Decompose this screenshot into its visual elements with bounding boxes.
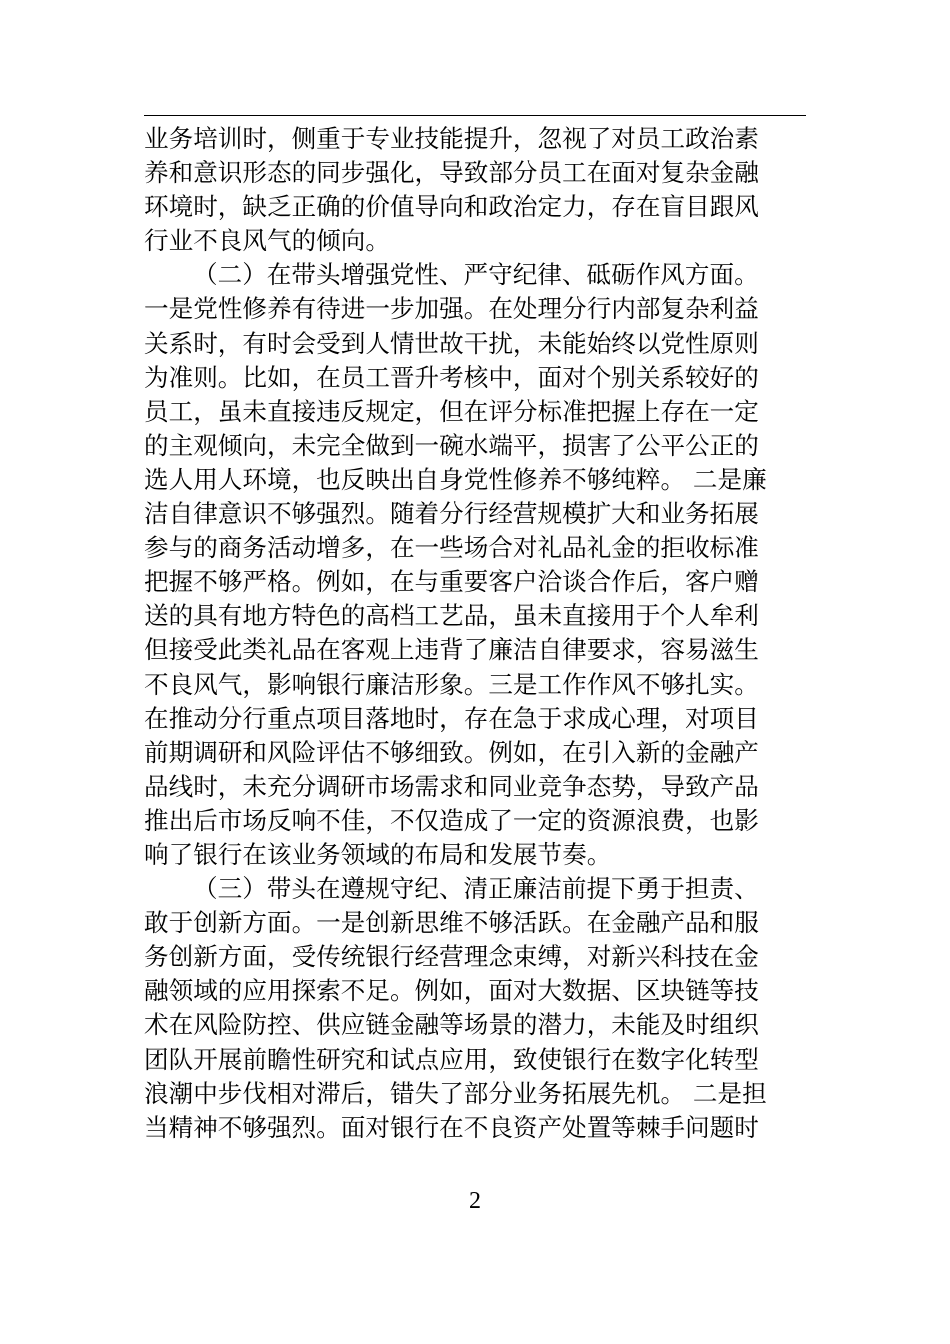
- page-number: 2: [469, 1188, 481, 1214]
- document-body: [144, 122, 812, 1145]
- body-text-line: 选人用人环境，也反映出自身党性修养不够纯粹。 二是廉: [144, 464, 767, 494]
- body-text-line: 养和意识形态的同步强化，导致部分员工在面对复杂金融: [144, 158, 759, 188]
- body-text-line: 环境时，缺乏正确的价值导向和政治定力，存在盲目跟风: [144, 192, 759, 222]
- body-text-line: 送的具有地方特色的高档工艺品，虽未直接用于个人牟利: [144, 601, 759, 631]
- body-text-line: 关系时，有时会受到人情世故干扰，未能始终以党性原则: [144, 328, 759, 358]
- body-text-line: 的主观倾向，未完全做到一碗水端平，损害了公平公正的: [144, 430, 759, 460]
- body-text-line: 前期调研和风险评估不够细致。例如，在引入新的金融产: [144, 737, 759, 767]
- body-text-line: 一是党性修养有待进一步加强。在处理分行内部复杂利益: [144, 294, 759, 324]
- body-text-line: 为准则。比如，在员工晋升考核中，面对个别关系较好的: [144, 362, 759, 392]
- body-text-line: 但接受此类礼品在客观上违背了廉洁自律要求，容易滋生: [144, 635, 759, 665]
- body-text-line: 敢于创新方面。一是创新思维不够活跃。在金融产品和服: [144, 908, 759, 938]
- body-text-line: 行业不良风气的倾向。: [144, 226, 390, 256]
- body-text-line: 在推动分行重点项目落地时，存在急于求成心理，对项目: [144, 703, 759, 733]
- header-rule: [144, 115, 806, 116]
- section-heading-line: （二）在带头增强党性、严守纪律、砥砺作风方面。: [193, 260, 759, 290]
- section-heading-line: （三）带头在遵规守纪、清正廉洁前提下勇于担责、: [193, 874, 759, 904]
- body-text-line: 参与的商务活动增多，在一些场合对礼品礼金的拒收标准: [144, 533, 759, 563]
- body-text-line: 术在风险防控、供应链金融等场景的潜力，未能及时组织: [144, 1010, 759, 1040]
- body-text-line: 把握不够严格。例如，在与重要客户洽谈合作后，客户赠: [144, 567, 759, 597]
- body-text-line: 业务培训时，侧重于专业技能提升，忽视了对员工政治素: [144, 124, 759, 153]
- body-text-line: 员工，虽未直接违反规定，但在评分标准把握上存在一定: [144, 396, 759, 426]
- body-text-line: 洁自律意识不够强烈。随着分行经营规模扩大和业务拓展: [144, 499, 759, 529]
- body-text-line: 推出后市场反响不佳，不仅造成了一定的资源浪费，也影: [144, 805, 759, 835]
- body-text-line: 不良风气，影响银行廉洁形象。三是工作作风不够扎实。: [144, 669, 759, 699]
- body-text-line: 务创新方面，受传统银行经营理念束缚，对新兴科技在金: [144, 942, 759, 972]
- body-text-line: 响了银行在该业务领域的布局和发展节奏。: [144, 839, 612, 869]
- body-text-line: 当精神不够强烈。面对银行在不良资产处置等棘手问题时: [144, 1112, 759, 1142]
- body-text-line: 品线时，未充分调研市场需求和同业竞争态势，导致产品: [144, 771, 759, 801]
- body-text-line: 融领域的应用探索不足。例如，面对大数据、区块链等技: [144, 976, 759, 1006]
- body-text-line: 团队开展前瞻性研究和试点应用，致使银行在数字化转型: [144, 1044, 759, 1074]
- body-text-line: 浪潮中步伐相对滞后，错失了部分业务拓展先机。 二是担: [144, 1078, 767, 1108]
